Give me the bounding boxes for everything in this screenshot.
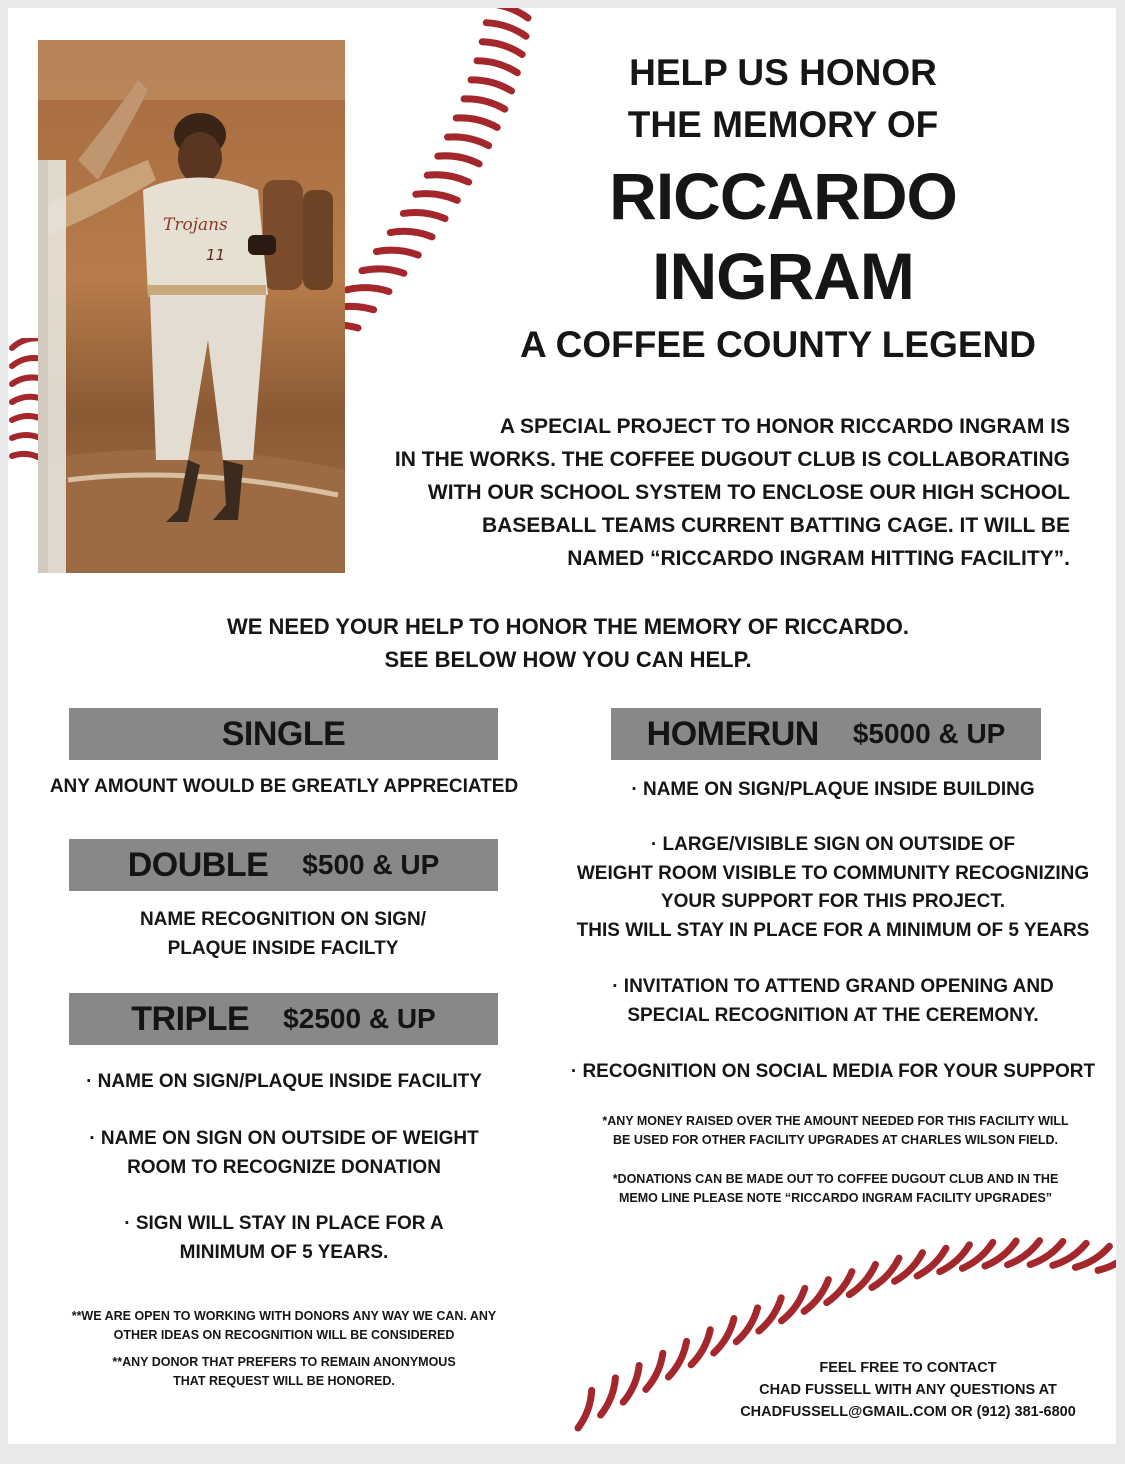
contact-email-phone: CHADFUSSELL@GMAIL.COM OR (912) 381-6800 [740,1404,1076,1420]
desc-line: NAME RECOGNITION ON SIGN/ [139,909,427,930]
note-open-to-ideas [48,1307,520,1345]
tier-triple-name: TRIPLE [131,999,250,1038]
contact-info [728,1357,1088,1423]
tier-triple-benefit-2 [48,1125,520,1182]
intro-line: NAMED “RICCARDO INGRAM HITTING FACILITY”. [567,547,1070,570]
tagline: A COFFEE COUNTY LEGEND [520,324,1036,365]
intro-line: A SPECIAL PROJECT TO HONOR RICCARDO INGRAM IS [499,415,1070,438]
call-line-1: WE NEED YOUR HELP TO HONOR THE MEMORY OF RICCARDO. [226,614,910,639]
note-line: *ANY MONEY RAISED OVER THE AMOUNT NEEDED FOR THIS FACILITY WILL [602,1114,1069,1128]
tier-homerun-benefit-3 [568,973,1098,1030]
tier-homerun-bar [611,708,1041,760]
intro-line: WITH OUR SCHOOL SYSTEM TO ENCLOSE OUR HIGH SCHOOL [427,481,1070,504]
player-photo [38,40,345,573]
tier-homerun-benefit-1: · NAME ON SIGN/PLAQUE INSIDE BUILDING [631,779,1035,800]
tier-homerun-benefit-2 [553,831,1113,945]
contact-line: FEEL FREE TO CONTACT [819,1360,997,1376]
tier-triple-price: $2500 & UP [283,1003,436,1034]
benefit-line: · LARGE/VISIBLE SIGN ON OUTSIDE OF [650,834,1016,855]
tier-single-bar [69,708,498,760]
note-anonymous [48,1353,520,1391]
note-line: **ANY DONOR THAT PREFERS TO REMAIN ANONYMOUS [112,1355,456,1369]
benefit-line: · SIGN WILL STAY IN PLACE FOR A [124,1213,444,1234]
tier-homerun-benefit-4: · RECOGNITION ON SOCIAL MEDIA FOR YOUR SUPPORT [570,1061,1096,1082]
tier-triple-benefit-3 [48,1210,520,1267]
tier-homerun-name: HOMERUN [646,714,819,753]
tier-single-name: SINGLE [221,714,346,753]
intro-line: IN THE WORKS. THE COFFEE DUGOUT CLUB IS COLLABORATING [394,448,1070,471]
benefit-line: · NAME ON SIGN ON OUTSIDE OF WEIGHT [89,1128,479,1149]
benefit-line: YOUR SUPPORT FOR THIS PROJECT. [660,891,1006,912]
flyer [8,8,1116,1444]
note-line: **WE ARE OPEN TO WORKING WITH DONORS ANY WAY WE CAN. ANY [71,1309,497,1323]
note-line: OTHER IDEAS ON RECOGNITION WILL BE CONSIDERED [113,1328,455,1342]
tier-double-bar [69,839,498,891]
tier-triple-benefit-1: · NAME ON SIGN/PLAQUE INSIDE FACILITY [86,1071,482,1092]
note-line: BE USED FOR OTHER FACILITY UPGRADES AT CHARLES WILSON FIELD. [613,1133,1058,1147]
honoree-first-name: RICCARDO [609,159,957,233]
benefit-line: SPECIAL RECOGNITION AT THE CEREMONY. [627,1004,1039,1026]
benefit-line: THIS WILL STAY IN PLACE FOR A MINIMUM OF 5 YEARS [576,919,1090,941]
jersey-text: Trojans [163,215,228,235]
baseball-stitches-top [328,8,558,358]
call-to-action [168,610,968,676]
benefit-line: · INVITATION TO ATTEND GRAND OPENING AND [612,976,1054,997]
honoree-last-name: INGRAM [652,239,914,313]
intro-paragraph [348,410,1070,575]
desc-line: PLAQUE INSIDE FACILTY [167,937,399,959]
note-line: *DONATIONS CAN BE MADE OUT TO COFFEE DUGOUT CLUB AND IN THE [612,1172,1059,1186]
tier-triple-bar [69,993,498,1045]
header-line-2: THE MEMORY OF [627,104,939,145]
note-donation-instructions [568,1170,1103,1208]
benefit-line: ROOM TO RECOGNIZE DONATION [127,1156,441,1178]
tier-double-name: DOUBLE [127,845,269,884]
jersey-number: 11 [206,246,226,264]
tier-double-price: $500 & UP [302,849,440,880]
benefit-line: WEIGHT ROOM VISIBLE TO COMMUNITY RECOGNIZING [576,862,1090,884]
contact-line: CHAD FUSSELL WITH ANY QUESTIONS AT [759,1382,1057,1398]
note-line: MEMO LINE PLEASE NOTE “RICCARDO INGRAM FACILITY UPGRADES” [618,1191,1053,1205]
note-excess-funds [568,1112,1103,1150]
call-line-2: SEE BELOW HOW YOU CAN HELP. [384,647,752,672]
benefit-line: MINIMUM OF 5 YEARS. [179,1241,389,1263]
intro-line: BASEBALL TEAMS CURRENT BATTING CAGE. IT WILL BE [482,514,1070,537]
header-line-1: HELP US HONOR [629,52,937,93]
tier-homerun-price: $5000 & UP [852,718,1006,749]
tier-single-desc: ANY AMOUNT WOULD BE GREATLY APPRECIATED [49,776,519,797]
tier-double-desc [68,906,498,963]
note-line: THAT REQUEST WILL BE HONORED. [173,1374,395,1388]
